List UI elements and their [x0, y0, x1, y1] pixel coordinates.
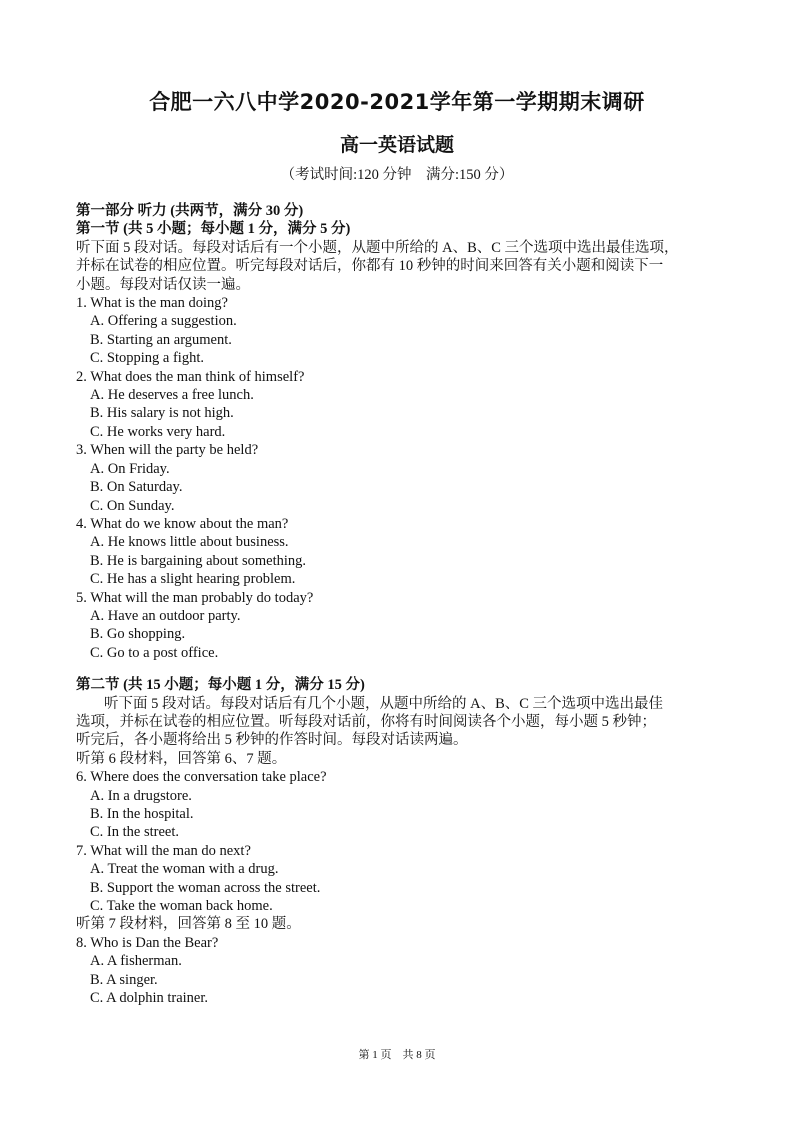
- option-8c: C. A dolphin trainer.: [90, 990, 209, 1007]
- option-2a: A. He deserves a free lunch.: [90, 387, 254, 404]
- question-7: 7. What will the man do next?: [76, 842, 251, 859]
- option-7b: B. Support the woman across the street.: [90, 879, 321, 896]
- instruction-line: 听下面 5 段对话。每段对话后有几个小题，从题中所给的 A、B、C 三个选项中选出最佳: [104, 695, 664, 712]
- page-footer: 第 1 页 共 8 页: [358, 1049, 436, 1061]
- question-8: 8. Who is Dan the Bear?: [76, 934, 219, 951]
- section1-heading: 第一节 (共 5 小题；每小题 1 分，满分 5 分): [76, 221, 351, 238]
- section-gap: [76, 662, 724, 676]
- option-8a: A. A fisherman.: [90, 953, 182, 970]
- material-6-note: 听第 6 段材料，回答第 6、7 题。: [76, 750, 287, 767]
- exam-title: 合肥一六八中学2020-2021学年第一学期期末调研: [149, 90, 645, 114]
- option-6a: A. In a drugstore.: [90, 787, 192, 804]
- option-5a: A. Have an outdoor party.: [90, 607, 241, 624]
- option-5c: C. Go to a post office.: [90, 644, 219, 661]
- option-6b: B. In the hospital.: [90, 806, 194, 822]
- option-4b: B. He is bargaining about something.: [90, 552, 306, 569]
- option-4c: C. He has a slight hearing problem.: [90, 571, 296, 588]
- exam-info: （考试时间:120 分钟 满分:150 分）: [280, 167, 514, 183]
- option-7c: C. Take the woman back home.: [90, 898, 273, 915]
- part1-heading: 第一部分 听力 (共两节，满分 30 分): [76, 203, 304, 219]
- section1-instructions: [76, 239, 724, 294]
- option-6c: C. In the street.: [90, 824, 179, 841]
- option-7a: A. Treat the woman with a drug.: [90, 861, 279, 878]
- option-4a: A. He knows little about business.: [90, 534, 289, 551]
- question-4: 4. What do we know about the man?: [76, 515, 289, 532]
- question-1: 1. What is the man doing?: [76, 295, 228, 312]
- exam-content: [76, 202, 724, 1007]
- question-2: 2. What does the man think of himself?: [76, 368, 305, 385]
- question-6: 6. Where does the conversation take place?: [76, 769, 327, 786]
- instruction-line: 小题。每段对话仅读一遍。: [76, 276, 250, 293]
- instruction-line: 听完后，各小题将给出 5 秒钟的作答时间。每段对话读两遍。: [76, 732, 468, 749]
- option-5b: B. Go shopping.: [90, 626, 186, 643]
- option-3a: A. On Friday.: [90, 460, 170, 477]
- option-2c: C. He works very hard.: [90, 423, 226, 440]
- option-1a: A. Offering a suggestion.: [90, 313, 237, 330]
- instruction-line: 并标在试卷的相应位置。听完每段对话后，你都有 10 秒钟的时间来回答有关小题和阅读下一: [76, 258, 664, 275]
- question-5: 5. What will the man probably do today?: [76, 589, 314, 606]
- option-1b: B. Starting an argument.: [90, 331, 232, 348]
- material-7-note: 听第 7 段材料，回答第 8 至 10 题。: [76, 916, 301, 933]
- option-2b: B. His salary is not high.: [90, 405, 234, 422]
- section2-heading: 第二节 (共 15 小题；每小题 1 分，满分 15 分): [76, 677, 365, 694]
- option-3c: C. On Sunday.: [90, 497, 175, 514]
- question-3: 3. When will the party be held?: [76, 442, 259, 459]
- instruction-line: 听下面 5 段对话。每段对话后有一个小题，从题中所给的 A、B、C 三个选项中选出最佳选项，: [76, 239, 679, 256]
- instruction-line: 选项，并标在试卷的相应位置。听每段对话前，你将有时间阅读各个小题，每小题 5 秒钟；: [76, 713, 656, 730]
- option-8b: B. A singer.: [90, 971, 158, 988]
- option-3b: B. On Saturday.: [90, 479, 183, 496]
- section2-instructions: [76, 695, 724, 750]
- exam-subtitle: 高一英语试题: [339, 134, 454, 156]
- option-1c: C. Stopping a fight.: [90, 350, 204, 367]
